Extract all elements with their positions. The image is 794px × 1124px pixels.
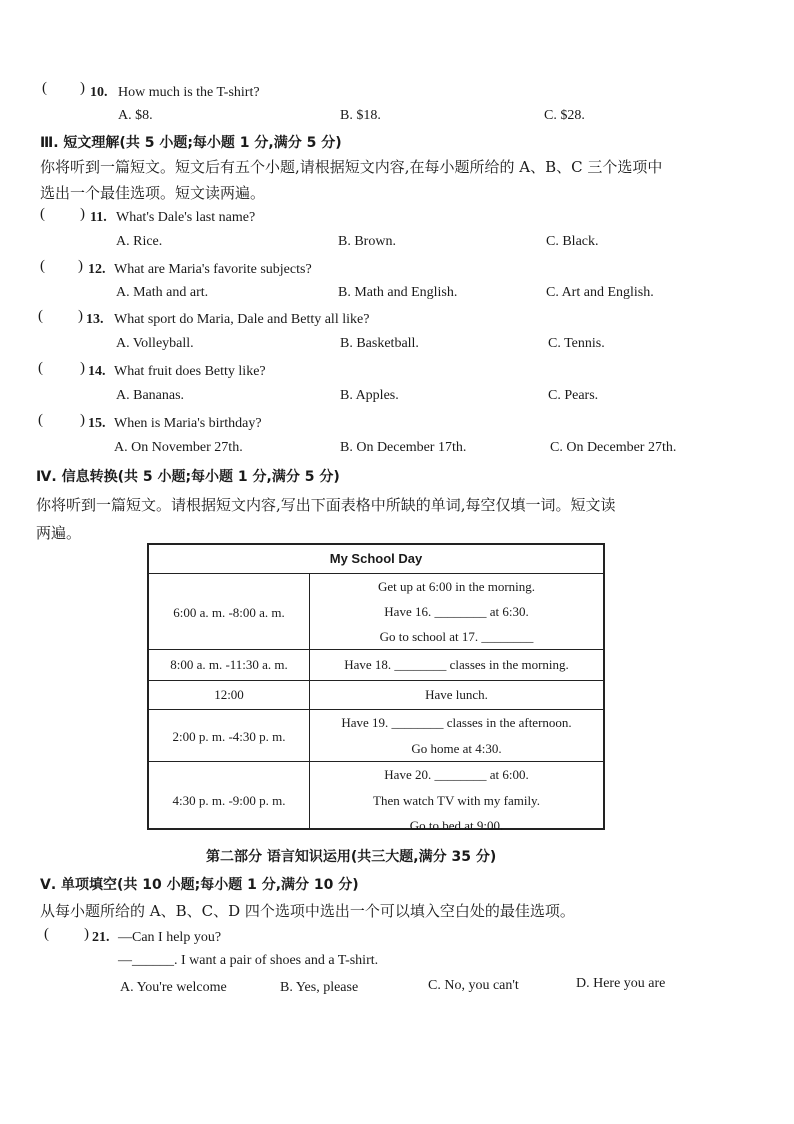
- question-number-21: 21.: [92, 930, 110, 945]
- table-time-cell: 8:00 a. m. -11:30 a. m.: [170, 657, 288, 672]
- table-activity-line: Then watch TV with my family.: [373, 793, 540, 808]
- option-d-21: D. Here you are: [576, 976, 666, 991]
- option-a-13: A. Volleyball.: [116, 336, 194, 351]
- option-b-21: B. Yes, please: [280, 980, 359, 995]
- section-5-title: Ⅴ. 单项填空(共 10 小题;每小题 1 分,满分 10 分): [40, 877, 359, 893]
- option-c-12: C. Art and English.: [546, 285, 654, 300]
- question-text-13: What sport do Maria, Dale and Betty all like?: [114, 312, 370, 327]
- option-c-15: C. On December 27th.: [550, 440, 677, 455]
- table-row: [149, 680, 603, 681]
- question-text-11: What's Dale's last name?: [116, 210, 256, 225]
- option-c-10: C. $28.: [544, 108, 585, 123]
- section-3-title: Ⅲ. 短文理解(共 5 小题;每小题 1 分,满分 5 分): [40, 135, 342, 151]
- table-activity-line: Have 19. ________ classes in the afternoon.: [341, 715, 572, 730]
- question-text-21-line-1: —Can I help you?: [118, 930, 222, 945]
- section-4-instruction-1: 你将听到一篇短文。请根据短文内容,写出下面表格中所缺的单词,每空仅填一词。短文读: [36, 496, 616, 514]
- option-c-13: C. Tennis.: [548, 336, 605, 351]
- table-row: [149, 761, 603, 762]
- section-4-title: Ⅳ. 信息转换(共 5 小题;每小题 1 分,满分 5 分): [36, 469, 340, 485]
- table-activity-line: Get up at 6:00 in the morning.: [377, 579, 536, 594]
- option-c-21: C. No, you can't: [428, 978, 519, 993]
- option-b-14: B. Apples.: [340, 388, 399, 403]
- question-number-11: 11.: [90, 210, 107, 225]
- table-row: [149, 573, 603, 574]
- answer-paren-open-21: (: [44, 926, 49, 942]
- question-text-10: How much is the T-shirt?: [118, 85, 260, 100]
- option-a-11: A. Rice.: [116, 234, 163, 249]
- question-text-12: What are Maria's favorite subjects?: [114, 262, 312, 277]
- table-activity-line: Go to school at 17. ________: [379, 629, 534, 644]
- table-title: My School Day: [329, 551, 423, 566]
- answer-paren-close-21: ): [84, 926, 89, 942]
- question-number-14: 14.: [88, 364, 106, 379]
- section-3-instruction-1: 你将听到一篇短文。短文后有五个小题,请根据短文内容,在每小题所给的 A、B、C 三个选项中: [40, 158, 663, 176]
- answer-paren-open-11: (: [40, 206, 45, 222]
- answer-paren-open-12: (: [40, 258, 45, 274]
- answer-paren-open-13: (: [38, 308, 43, 324]
- section-4-instruction-2: 两遍。: [36, 524, 82, 542]
- question-number-15: 15.: [88, 416, 106, 431]
- option-a-15: A. On November 27th.: [114, 440, 243, 455]
- answer-paren-close-11: ): [80, 206, 85, 222]
- question-text-15: When is Maria's birthday?: [114, 416, 262, 431]
- section-3-instruction-2: 选出一个最佳选项。短文读两遍。: [40, 184, 266, 202]
- table-row: [149, 709, 603, 710]
- table-activity-line: Have 20. ________ at 6:00.: [384, 767, 529, 782]
- option-a-21: A. You're welcome: [120, 980, 227, 995]
- answer-paren-close-15: ): [80, 412, 85, 428]
- question-number-13: 13.: [86, 312, 104, 327]
- answer-paren-close-13: ): [78, 308, 83, 324]
- option-b-15: B. On December 17th.: [340, 440, 467, 455]
- option-c-14: C. Pears.: [548, 388, 599, 403]
- question-number-12: 12.: [88, 262, 106, 277]
- part-2-heading: 第二部分 语言知识运用(共三大题,满分 35 分): [206, 849, 497, 865]
- table-activity-line: Go home at 4:30.: [411, 741, 502, 756]
- option-b-10: B. $18.: [340, 108, 381, 123]
- question-text-14: What fruit does Betty like?: [114, 364, 266, 379]
- table-activity-line: Have 16. ________ at 6:30.: [384, 604, 529, 619]
- question-text-21-line-2: —______. I want a pair of shoes and a T-shirt.: [118, 953, 379, 968]
- section-5-instruction: 从每小题所给的 A、B、C、D 四个选项中选出一个可以填入空白处的最佳选项。: [40, 902, 575, 920]
- table-activity-line: Have lunch.: [425, 687, 488, 702]
- option-c-11: C. Black.: [546, 234, 599, 249]
- option-b-11: B. Brown.: [338, 234, 396, 249]
- answer-paren-close-14: ): [80, 360, 85, 376]
- answer-paren-open-14: (: [38, 360, 43, 376]
- table-time-cell: 2:00 p. m. -4:30 p. m.: [172, 729, 286, 744]
- answer-paren-open-15: (: [38, 412, 43, 428]
- school-day-table: [147, 543, 605, 833]
- option-a-14: A. Bananas.: [116, 388, 185, 403]
- table-time-cell: 4:30 p. m. -9:00 p. m.: [172, 793, 286, 808]
- answer-paren-close-10: ): [80, 80, 85, 96]
- option-a-10: A. $8.: [118, 108, 153, 123]
- question-number-10: 10.: [90, 85, 108, 100]
- table-activity-line: Have 18. ________ classes in the morning.: [344, 657, 569, 672]
- option-b-13: B. Basketball.: [340, 336, 419, 351]
- table-activity-line: Go to bed at 9:00.: [409, 818, 504, 833]
- answer-paren-open-10: (: [42, 80, 47, 96]
- table-time-cell: 12:00: [214, 687, 244, 702]
- table-time-cell: 6:00 a. m. -8:00 a. m.: [173, 605, 285, 620]
- option-a-12: A. Math and art.: [116, 285, 209, 300]
- answer-paren-close-12: ): [78, 258, 83, 274]
- option-b-12: B. Math and English.: [338, 285, 458, 300]
- table-row: [149, 649, 603, 650]
